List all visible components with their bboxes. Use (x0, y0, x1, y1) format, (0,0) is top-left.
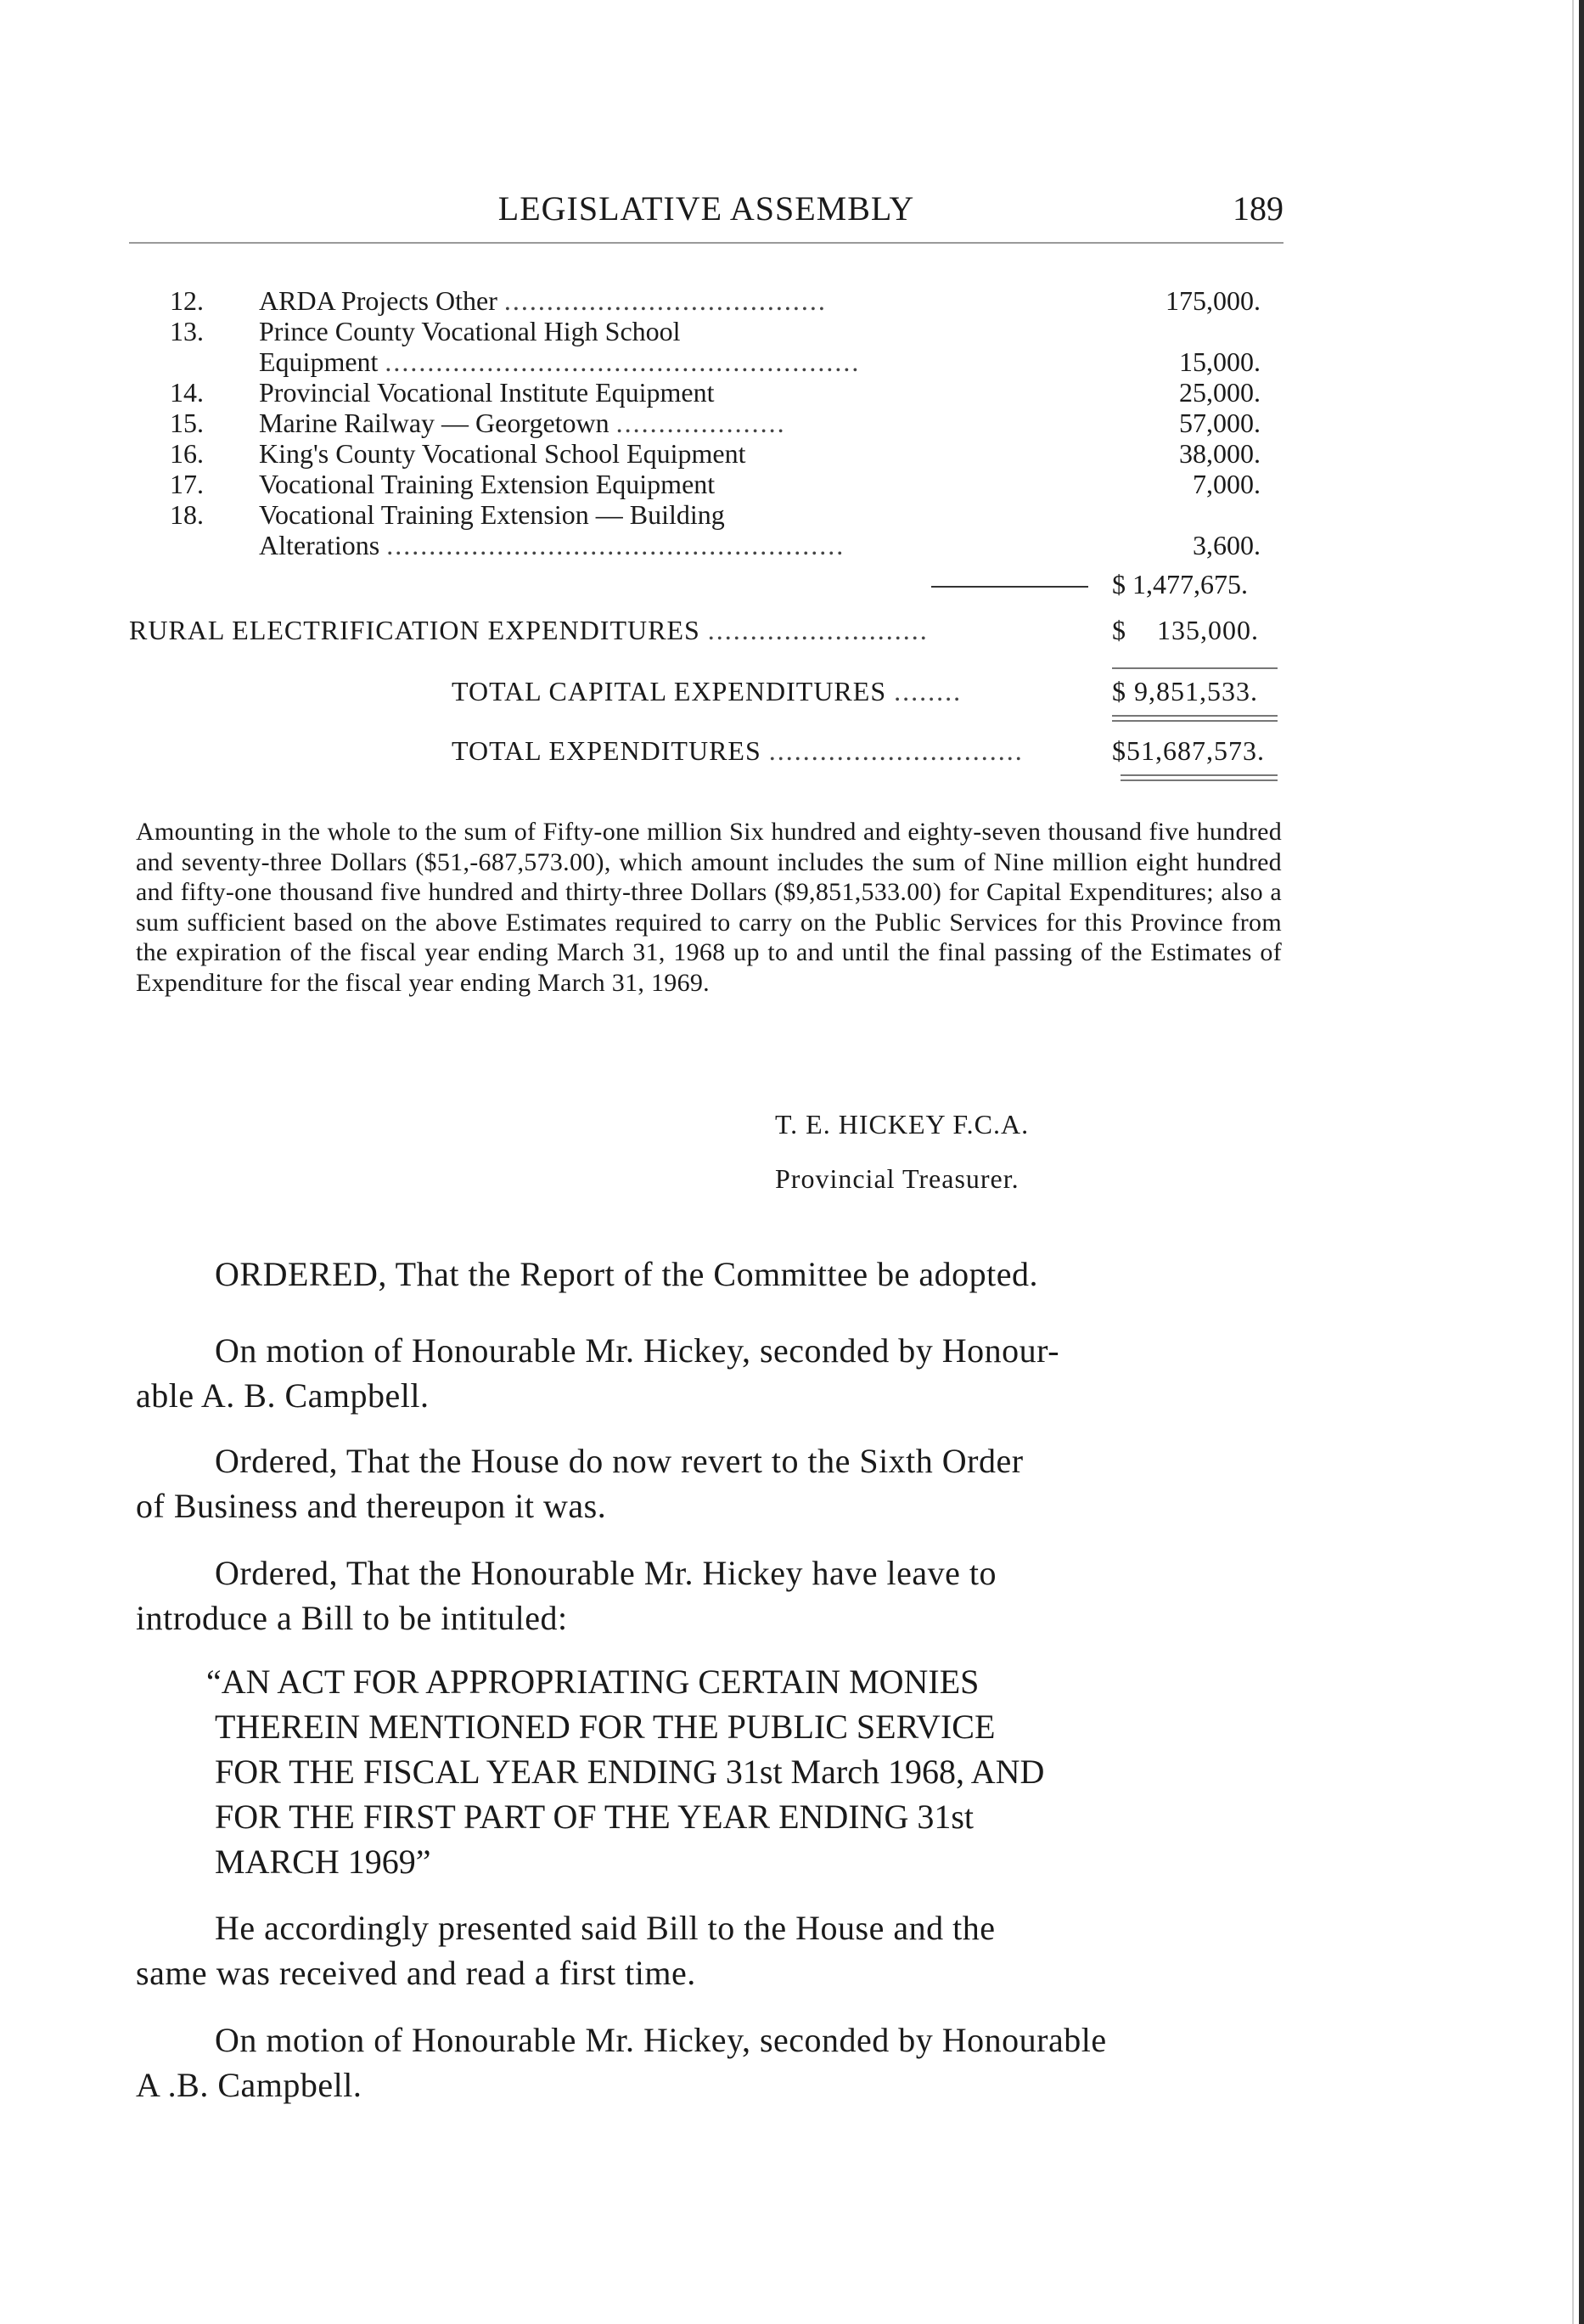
page-number: 189 (1233, 189, 1283, 228)
motion1-line1: On motion of Honourable Mr. Hickey, seconded by Honour- (215, 1331, 1060, 1370)
header-rule (129, 242, 1283, 244)
item-label: Equipment (259, 346, 379, 377)
item-amount: 25,000. (1179, 377, 1261, 408)
item-label: Marine Railway — Georgetown (259, 408, 609, 438)
bill-title-line: THEREIN MENTIONED FOR THE PUBLIC SERVICE (215, 1708, 996, 1746)
list-item (170, 499, 1290, 530)
amount-paragraph: Amounting in the whole to the sum of Fifty-one million Six hundred and eighty-seven thousand five hundred and seventy-three Dollars ($51,-687,573.00), which amount includes the sum of Nine million eight hundred and fifty-one thousand five hundred and thirty-three Dollars ($9,851,533.00) for Capital Expenditures; also a sum sufficient based on the above Estimates required to carry on the Public Services for this Province from the expiration of the fiscal year ending March 31, 1968 up to and until the final passing of the Estimates of Expenditure for the fiscal year ending March 31, 1969. (136, 818, 1282, 997)
total-expenditures-row (452, 735, 1024, 767)
item-label: ARDA Projects Other (259, 285, 497, 316)
total-capital-amount: $ 9,851,533. (1112, 676, 1258, 706)
list-item (170, 469, 1290, 499)
leader-dots: ........................................................ (385, 346, 861, 377)
page-header (129, 189, 1283, 239)
motion2-line1: On motion of Honourable Mr. Hickey, seconded by Honourable (215, 2021, 1107, 2059)
item-number: 13. (170, 316, 204, 346)
bill-title (206, 1659, 1301, 1884)
total-capital-rule (1112, 715, 1278, 717)
presented-line1: He accordingly presented said Bill to the House and the (215, 1909, 996, 1947)
leader-dots: ........ (894, 676, 963, 706)
revert-line1: Ordered, That the House do now revert to the Sixth Order (215, 1442, 1024, 1480)
leader-dots: .................... (615, 408, 786, 438)
list-item-continued (170, 530, 1290, 560)
bill-title-line: FOR THE FIRST PART OF THE YEAR ENDING 31st (215, 1798, 975, 1836)
total-rule-double (1121, 779, 1278, 781)
item-amount: 15,000. (1179, 346, 1261, 377)
item-label: Alterations (259, 530, 380, 560)
total-capital-label: TOTAL CAPITAL EXPENDITURES (452, 676, 887, 706)
item-amount: 7,000. (1193, 469, 1261, 499)
item-label: Prince County Vocational High School (259, 316, 681, 346)
item-amount: 38,000. (1179, 438, 1261, 469)
presented-line2: same was received and read a first time. (136, 1954, 696, 1992)
page-edge-line (1572, 0, 1574, 2324)
bill-title-line: “AN ACT FOR APPROPRIATING CERTAIN MONIES (206, 1663, 980, 1701)
item-number: 18. (170, 499, 204, 530)
signature-name: T. E. HICKEY F.C.A. (775, 1109, 1030, 1139)
total-amount: $51,687,573. (1112, 735, 1265, 766)
item-label: King's County Vocational School Equipment (259, 438, 746, 469)
item-label: Vocational Training Extension — Building (259, 499, 725, 530)
bill-title-line: FOR THE FISCAL YEAR ENDING 31st March 1968, AND (215, 1753, 1045, 1791)
motion2-line2: A .B. Campbell. (136, 2066, 362, 2104)
item-label: Provincial Vocational Institute Equipment (259, 377, 715, 408)
total-capital-rule-double (1112, 720, 1278, 722)
rural-amount: $ 135,000. (1112, 615, 1259, 645)
list-item (170, 438, 1290, 469)
rural-electrification-row (129, 615, 929, 646)
item-number: 14. (170, 377, 204, 408)
total-capital-row (452, 676, 962, 707)
leave-line2: introduce a Bill to be intituled: (136, 1599, 568, 1637)
ordered-report: ORDERED, That the Report of the Committee be adopted. (215, 1255, 1039, 1293)
leader-dots: ...................................... (503, 285, 827, 316)
item-amount: 57,000. (1179, 408, 1261, 438)
leader-dots: .............................. (768, 735, 1024, 766)
rural-label: RURAL ELECTRIFICATION EXPENDITURES (129, 615, 700, 645)
page-edge-shadow (1579, 0, 1584, 2324)
bill-title-line: MARCH 1969” (215, 1843, 431, 1881)
item-number: 17. (170, 469, 204, 499)
total-label: TOTAL EXPENDITURES (452, 735, 761, 766)
list-item-continued (170, 346, 1290, 377)
rural-rule (1112, 667, 1278, 669)
list-item (170, 408, 1290, 438)
item-label: Vocational Training Extension Equipment (259, 469, 716, 499)
item-amount: 3,600. (1193, 530, 1261, 560)
leader-dots: .......................... (707, 615, 929, 645)
subtotal-amount: $ 1,477,675. (1112, 569, 1248, 599)
leader-dots: ...................................................... (386, 530, 845, 560)
item-number: 15. (170, 408, 204, 438)
signature-title: Provincial Treasurer. (775, 1163, 1019, 1194)
page-title: LEGISLATIVE ASSEMBLY (497, 189, 915, 228)
item-number: 16. (170, 438, 204, 469)
leave-line1: Ordered, That the Honourable Mr. Hickey have leave to (215, 1554, 997, 1592)
list-item (170, 285, 1290, 316)
subtotal-rule (931, 586, 1088, 588)
list-item (170, 316, 1290, 346)
revert-line2: of Business and thereupon it was. (136, 1487, 607, 1525)
item-number: 12. (170, 285, 204, 316)
list-item (170, 377, 1290, 408)
total-rule (1121, 774, 1278, 776)
expenditure-items (170, 285, 1290, 560)
motion1-line2: able A. B. Campbell. (136, 1376, 430, 1415)
item-amount: 175,000. (1166, 285, 1261, 316)
